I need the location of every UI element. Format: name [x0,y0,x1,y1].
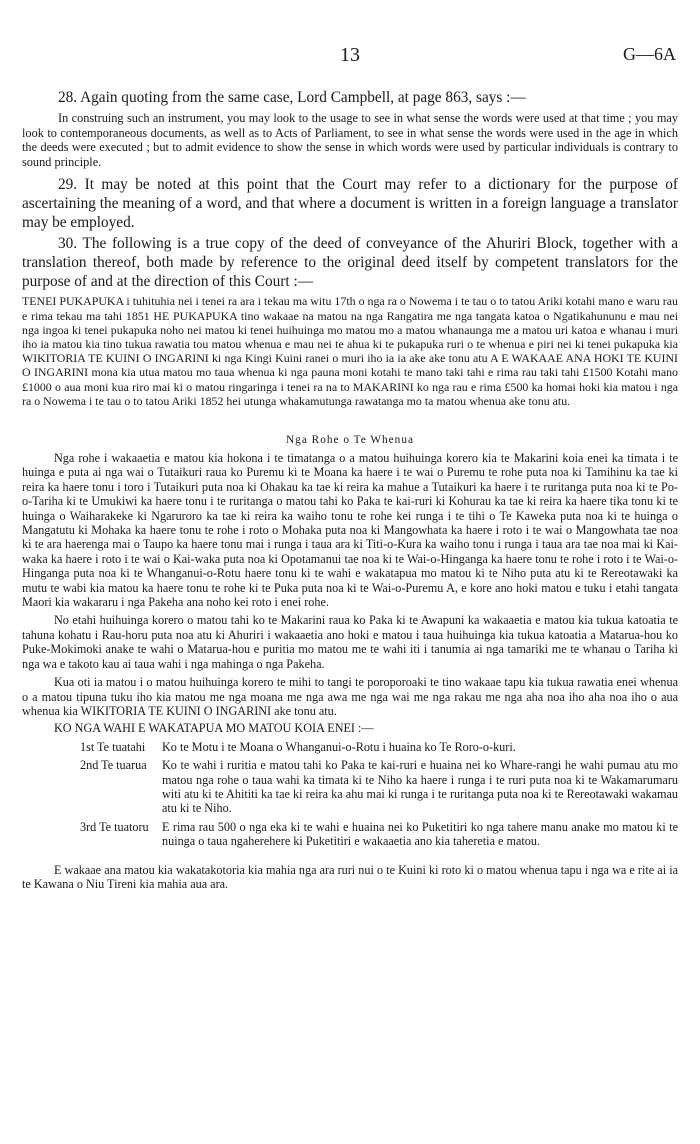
boundaries-paragraph: Nga rohe i wakaaetia e matou kia hokona i te timatanga o a matou huihuinga korero kia te Makarini koia enei ka timata i te huinga e puta ai nga wai o Tutaikuri raua ko Puremu ki te Moana ka haere i te wai o Puremu te rohe puta noa ki Tamihinu ka tae ki reira ka haere tonu i toro i Tutaikuri puta noa ki Ohakau ka tae ki reira ka mahue a Tutaikuri ka haere i te ruritanga puta noa ki te Po-o-Tariha ki te Umukiwi ka haere tonu i te ruritanga o matou tahi ko Paka te kai-ruri ki Kohurau ka tae ki reira ka haere tika tonu ki te huinga o Waiharakeke ki Ngaruroro ka tae ki reira ka waiho tonu te rohe kei runga i te tihi o Te Kaweka puta noa ki te huinga o Mangatutu ki Mohaka ka haere tonu te rohe i roto o Mohaka puta noa ki Mangowhata ka haere i roto i te wai o Mangowhata tae noa ki te ara haerenga mai o Taupo ka haere tonu mai i runga i taua ara ki Titi-o-Kura ka waiho tonu i runga i taua ara tae noa mai ki Kai-waka ka haere i roto i te wai o Kai-waka puta noa ki Opotamanui tae noa ki te Wai-o-Hinganga ka haere tonu te rohe i roto i te Wai-o-Hinganga puta noa ki te Whanganui-o-Rotu haere tonu ki te wahi e wakatapua mo matou ki te Niho puta atu ki te Rereotawaki ka mutu te wabi kia matou ka haere tonu te rohe ki te Puka puta noa ki te Wai-o-Puremu A, e kore ano hoki matou e tuku i etahi tangata Maori kia wakararu i nga Pakeha ana noho kei roto i enei rohe. [22,451,678,610]
reserve-label: 2nd Te tuarua [80,758,147,773]
page-number: 13 [340,44,360,66]
list-item [80,758,678,816]
survey-roads-paragraph: E wakaae ana matou kia wakatakotoria kia mahia nga ara ruri nui o te Kuini ki roto ki o matou whenua tapu i nga wa e rite ai ia te Kawana o Niu Tireni kia mahia aua ara. [22,862,678,891]
quotation-campbell: In construing such an instrument, you may look to the usage to see in what sense the words were used at that time ; you may look to contemporaneous documents, as well as to Acts of Parliament, to see in what sense the words were used in the age in which the deeds were executed ; but to admit evidence to show the sense in which words were used by particular individuals is contrary to sound principle. [22,111,678,169]
list-item [80,740,678,754]
paragraph-28: 28. Again quoting from the same case, Lord Campbell, at page 863, says :— [58,89,526,106]
awapuni-meeting-paragraph: No etahi huihuinga korero o matou tahi ko te Makarini raua ko Paka ki te Awapuni ka wakaaetia e matou kia tukua katoatia te tahuna kohatu i Rau-horu puta noa atu ki Ahuriri i wakaaetia ano hoki e matou i taua huihuinga kia tukua katoatia a Matarua-hou ko Puke-Mokimoki anake te wahi o Matarua-hou e puritia mo matou me te wahi iti i tanumia ai nga tamariki me te whanau o Tariha ki nga wa e takoto kau ai taua wahi i nga mahinga o nga Pakeha. [22,613,678,671]
reserve-text: Ko te wahi i ruritia e matou tahi ko Paka te kai-ruri e huaina nei ko Whare-rangi he wahi pumau atu mo matou nga rohe o taua wahi ka timata ki te Niho ka haere i runga i te ruri puta noa ki te Wakamarumaru witi atu ki te Ahititi ka tae ki reira ka ahu mai ki runga i te ruritanga puta noa ki te Rereotawaki wakamau atu ki te Niho. [162,758,678,816]
list-item [80,820,678,849]
cession-paragraph: Kua oti ia matou i o matou huihuinga korero te mihi to tangi te poroporoaki te tino wakaae tapu kia tukua rawatia enei whenua o a matou tipuna tuku iho kia matou me nga moana me nga awa me nga wai me nga rakau me nga aha noa iho aha noa iho o aua whenua kia WIKITORIA TE KUINI O INGARINI ake tonu atu. [22,675,678,718]
page-body [22,88,678,891]
document-reference: G—6A [623,44,676,64]
paragraph-29: 29. It may be noted at this point that the Court may refer to a dictionary for the purpose of ascertaining the meaning of a word, and that where a document is written in a foreign language a translator may be employed. [22,176,678,232]
page-header [0,44,700,68]
reserve-text: E rima rau 500 o nga eka ki te wahi e huaina nei ko Puketitiri ko nga tahere manu anake mo matou ki te nuinga o taua ngaherehere ki Puketitiri e wakaaetia ano kia taheretia e matou. [162,819,678,849]
reserve-label: 1st Te tuatahi [80,739,146,754]
reserves-list [22,740,678,849]
section-title-boundaries: Nga Rohe o Te Whenua [286,434,414,446]
deed-text: TENEI PUKAPUKA i tuhituhia nei i tenei ra ara i tekau ma witu 17th o nga ra o Nowema i te tau o to tatou Ariki kotahi mano e waru rau e rima tekau ma tahi 1851 HE PUKAPUKA tino wakaae na matou na nga Rangatira me nga tangata katoa o Ngatikahununu e mau nei nga ingoa ki tenei pukapuka noho nei matou ki tenei huihuinga mo matou mo a matou whanaunga me a matou uri katoa e whanau i muri iho ia matou kia tino tukua rawatia tou matou whenua e mau nei te ahua ki te pukapuka ruri o te whenua e piri nei ki tenei pukapuka kia WIKITORIA TE KUINI O INGARINI ki nga Kingi Kuini ranei o muri iho ia ia ake ake tonu atu A E WAKAAE ANA HOKI TE KUINI O INGARINI mona kia utua matou mo taua whenua ki nga pauna moni kotahi te mano taki tahi e rima rau taki tahi £1500 Kotahi mano £1000 o aua moni kua riro mai ki o matou ringaringa i tenei ra na to MAKARINI ko nga rau e rima £500 ka homai hoki kia matou i nga ra o Nowema i te tau o to tatou Ariki 1852 hei utunga whakamutunga rawatanga mo ta matou whenua ake tonu atu. [22,294,678,408]
paragraph-30: 30. The following is a true copy of the deed of conveyance of the Ahuriri Block, together with a translation thereof, both made by reference to the original deed itself by competent translators for the purpose of and at the direction of this Court :— [22,235,678,291]
reserve-label: 3rd Te tuatoru [80,819,149,834]
reserve-text: Ko te Motu i te Moana o Whanganui-o-Rotu i huaina ko Te Roro-o-kuri. [162,739,516,754]
reserves-heading: KO NGA WAHI E WAKATAPUA MO MATOU KOIA ENEI :— [54,721,374,736]
